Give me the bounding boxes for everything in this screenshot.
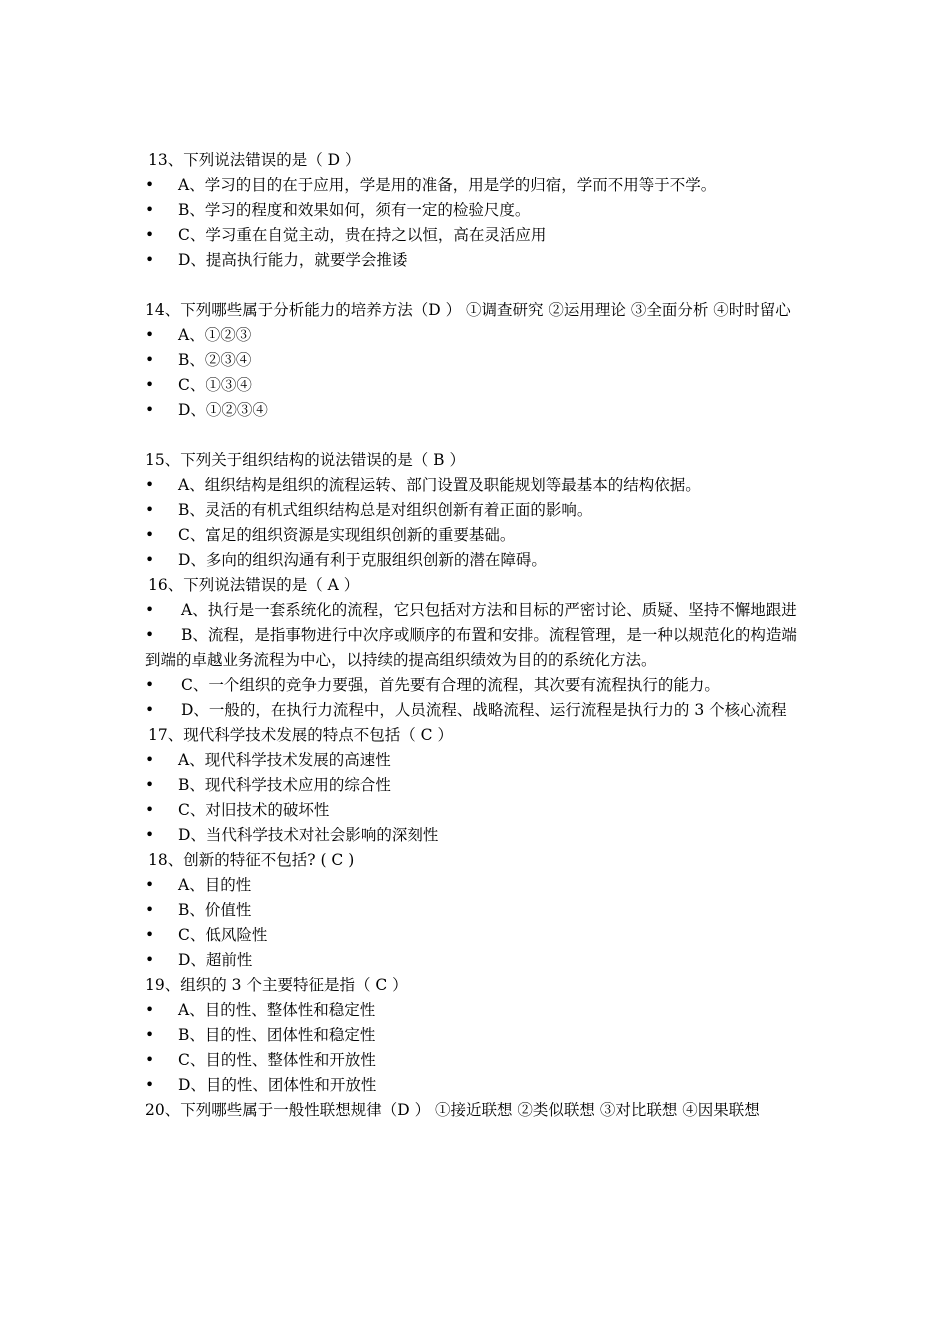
option-d: • D、一般的，在执行力流程中，人员流程、战略流程、运行流程是执行力的 3 个核心流程 — [145, 698, 810, 723]
option-d: • D、①②③④ — [145, 398, 810, 423]
option-b: • B、价值性 — [145, 898, 810, 923]
question-13 — [145, 148, 810, 273]
bullet-icon: • — [145, 926, 155, 944]
bullet-icon: • — [145, 626, 155, 644]
question-title: 16、下列说法错误的是（ A ） — [148, 576, 360, 594]
option-a: • A、①②③ — [145, 323, 810, 348]
question-16 — [145, 573, 810, 723]
option-d: • D、目的性、团体性和开放性 — [145, 1073, 810, 1098]
bullet-icon: • — [145, 201, 155, 219]
option-d: • D、提高执行能力，就要学会推诿 — [145, 248, 810, 273]
bullet-icon: • — [145, 351, 155, 369]
option-c: • C、低风险性 — [145, 923, 810, 948]
question-title: 14、下列哪些属于分析能力的培养方法（D ） ①调查研究 ②运用理论 ③全面分析 ④时时留心 — [145, 301, 791, 319]
bullet-icon: • — [145, 226, 155, 244]
option-d: • D、超前性 — [145, 948, 810, 973]
bullet-icon: • — [145, 1051, 155, 1069]
bullet-icon: • — [145, 601, 155, 619]
bullet-icon: • — [145, 776, 155, 794]
question-list — [145, 148, 810, 1123]
option-a: • A、执行是一套系统化的流程，它只包括对方法和目标的严密讨论、质疑、坚持不懈地跟进 — [145, 598, 810, 623]
option-a: • A、目的性、整体性和稳定性 — [145, 998, 810, 1023]
option-c: • C、目的性、整体性和开放性 — [145, 1048, 810, 1073]
option-d: • D、当代科学技术对社会影响的深刻性 — [145, 823, 810, 848]
bullet-icon: • — [145, 701, 155, 719]
option-c: • C、富足的组织资源是实现组织创新的重要基础。 — [145, 523, 810, 548]
bullet-icon: • — [145, 501, 155, 519]
bullet-icon: • — [145, 326, 155, 344]
bullet-icon: • — [145, 1001, 155, 1019]
option-c: • C、学习重在自觉主动，贵在持之以恒，高在灵活应用 — [145, 223, 810, 248]
option-a: • A、学习的目的在于应用，学是用的准备，用是学的归宿，学而不用等于不学。 — [145, 173, 810, 198]
bullet-icon: • — [145, 251, 155, 269]
question-14 — [145, 298, 810, 423]
bullet-icon: • — [145, 551, 155, 569]
option-c: • C、①③④ — [145, 373, 810, 398]
question-title: 18、创新的特征不包括? ( C ) — [148, 851, 355, 869]
option-a: • A、组织结构是组织的流程运转、部门设置及职能规划等最基本的结构依据。 — [145, 473, 810, 498]
bullet-icon: • — [145, 401, 155, 419]
option-b: • B、目的性、团体性和稳定性 — [145, 1023, 810, 1048]
question-title: 15、下列关于组织结构的说法错误的是（ B ） — [145, 451, 465, 469]
bullet-icon: • — [145, 176, 155, 194]
bullet-icon: • — [145, 901, 155, 919]
option-a: • A、现代科学技术发展的高速性 — [145, 748, 810, 773]
question-15 — [145, 448, 810, 573]
question-17 — [145, 723, 810, 848]
option-d: • D、多向的组织沟通有利于克服组织创新的潜在障碍。 — [145, 548, 810, 573]
bullet-icon: • — [145, 476, 155, 494]
option-b: • B、灵活的有机式组织结构总是对组织创新有着正面的影响。 — [145, 498, 810, 523]
bullet-icon: • — [145, 751, 155, 769]
bullet-icon: • — [145, 826, 155, 844]
option-b: • B、②③④ — [145, 348, 810, 373]
bullet-icon: • — [145, 951, 155, 969]
bullet-icon: • — [145, 376, 155, 394]
bullet-icon: • — [145, 876, 155, 894]
question-title: 20、下列哪些属于一般性联想规律（D ） ①接近联想 ②类似联想 ③对比联想 ④因果联想 — [145, 1101, 760, 1119]
question-title: 19、组织的 3 个主要特征是指（ C ） — [145, 976, 408, 994]
question-title: 17、现代科学技术发展的特点不包括（ C ） — [148, 726, 453, 744]
bullet-icon: • — [145, 676, 155, 694]
bullet-icon: • — [145, 801, 155, 819]
question-19 — [145, 973, 810, 1098]
option-a: • A、目的性 — [145, 873, 810, 898]
option-b: • B、学习的程度和效果如何，须有一定的检验尺度。 — [145, 198, 810, 223]
option-c: • C、对旧技术的破坏性 — [145, 798, 810, 823]
question-20 — [145, 1098, 810, 1123]
option-c: • C、一个组织的竞争力要强，首先要有合理的流程，其次要有流程执行的能力。 — [145, 673, 810, 698]
bullet-icon: • — [145, 1026, 155, 1044]
option-b: • B、流程，是指事物进行中次序或顺序的布置和安排。流程管理，是一种以规范化的构造端到端的卓越业务流程为中心，以持续的提高组织绩效为目的的系统化方法。 — [145, 623, 810, 673]
question-18 — [145, 848, 810, 973]
option-b: • B、现代科学技术应用的综合性 — [145, 773, 810, 798]
bullet-icon: • — [145, 526, 155, 544]
question-title: 13、下列说法错误的是（ D ） — [148, 151, 361, 169]
bullet-icon: • — [145, 1076, 155, 1094]
